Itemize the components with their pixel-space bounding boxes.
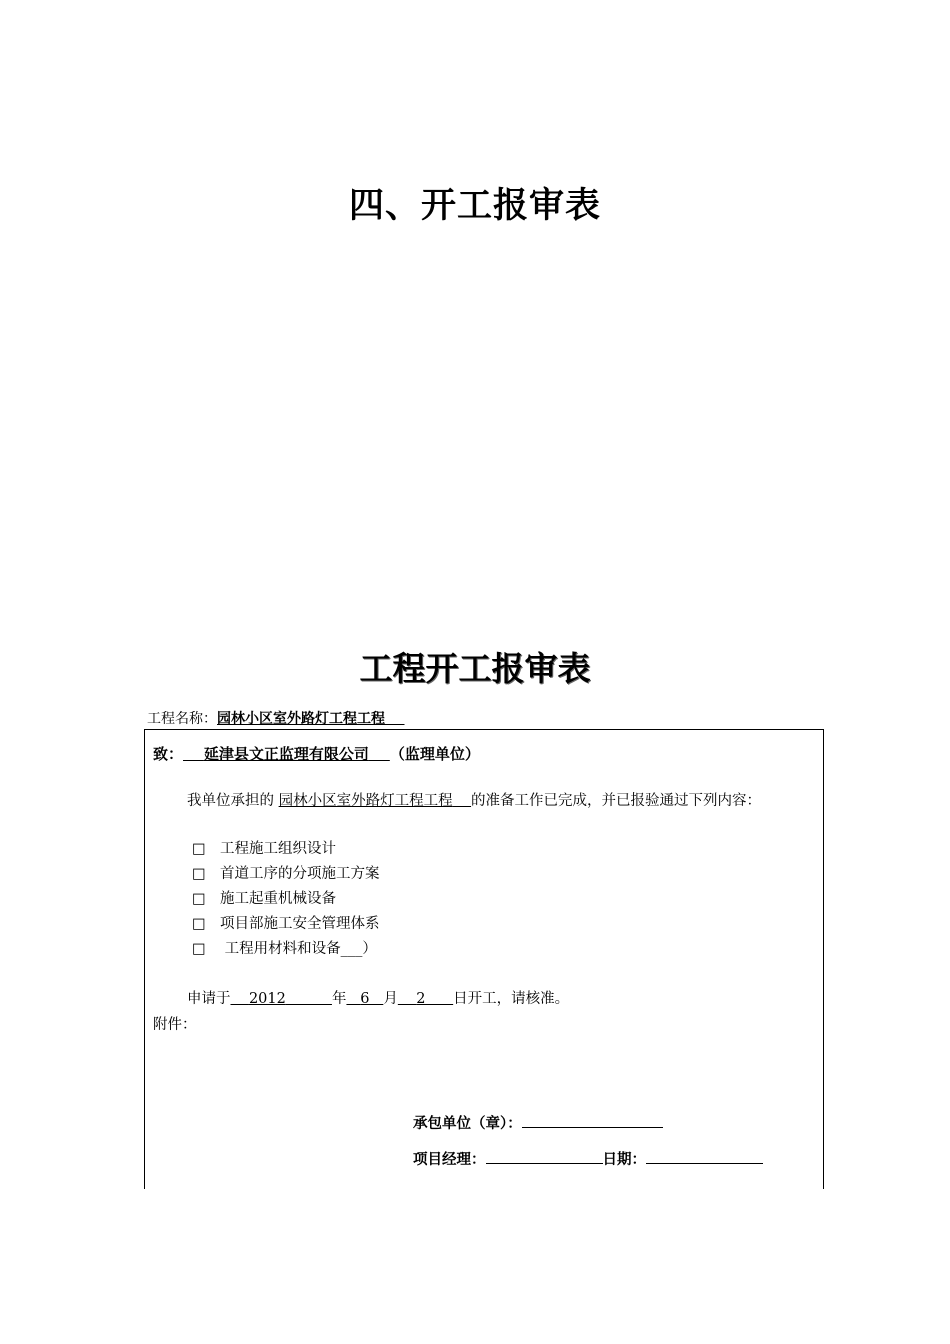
application-suffix: 日开工，请核准。 [453,991,570,1007]
checklist-label: 工程施工组织设计 [220,841,336,857]
checklist-label: 工程用材料和设备___） [220,941,377,957]
application-line [187,987,569,1008]
checklist-item[interactable] [192,937,380,962]
year-unit: 年 [331,991,347,1007]
project-name-label: 工程名称： [147,711,217,727]
statement-prefix: 我单位承担的 [187,793,274,809]
to-label: 致： [153,745,184,763]
application-year: 2012 [248,991,286,1007]
attachment-label: 附件： [153,1017,197,1033]
date-field[interactable] [646,1149,763,1164]
checklist-label: 项目部施工安全管理体系 [220,916,380,932]
month-unit: 月 [383,991,398,1007]
checkbox-icon[interactable]: □ [192,866,206,882]
contractor-signature-line [413,1112,663,1133]
checklist-label: 首道工序的分项施工方案 [220,866,380,882]
contractor-label: 承包单位（章）： [413,1115,522,1132]
checkbox-icon[interactable]: □ [192,916,206,932]
manager-signature-field[interactable] [486,1149,603,1164]
application-prefix: 申请于 [187,991,231,1007]
form-title: 工程开工报审表 [359,649,591,688]
checkbox-icon[interactable]: □ [192,941,206,957]
recipient-suffix: （监理单位） [389,745,480,763]
statement-paragraph [153,789,818,814]
checklist-item[interactable] [192,837,380,862]
application-month: 6 [360,991,370,1007]
checkbox-icon[interactable]: □ [192,841,206,857]
checklist-item[interactable] [192,862,380,887]
recipient-name: 延津县文正监理有限公司 [203,745,369,763]
statement-project: 园林小区室外路灯工程工程 [278,793,453,809]
statement-suffix: 的准备工作已完成，并已报验通过下列内容： [471,793,762,809]
recipient-line [153,743,480,764]
checklist-label: 施工起重机械设备 [220,891,336,907]
section-title: 四、开工报审表 [348,186,601,226]
manager-label: 项目经理： [413,1151,486,1168]
application-day: 2 [416,991,426,1007]
checklist-item[interactable] [192,912,380,937]
checklist-item[interactable] [192,887,380,912]
project-name-line [147,708,405,728]
checkbox-icon[interactable]: □ [192,891,206,907]
contractor-signature-field[interactable] [522,1113,663,1128]
project-name-value: 园林小区室外路灯工程工程 [217,711,385,727]
date-label: 日期： [602,1151,646,1168]
checklist [192,837,380,962]
manager-date-line [413,1148,763,1169]
